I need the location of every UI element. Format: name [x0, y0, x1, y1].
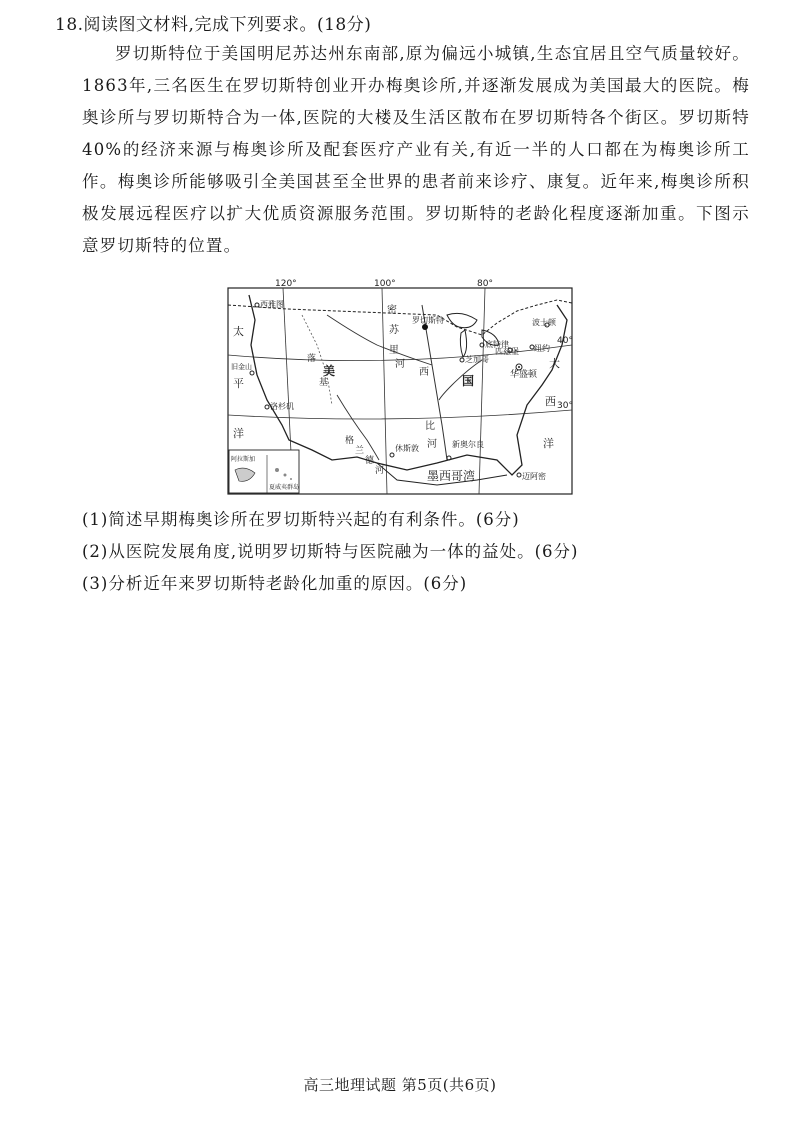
- sub-question-3: (3)分析近年来罗切斯特老龄化加重的原因。(6分): [82, 574, 468, 593]
- label-atlantic-1: 大: [549, 357, 560, 370]
- sub-question-1: (1)简述早期梅奥诊所在罗切斯特兴起的有利条件。(6分): [82, 510, 520, 529]
- label-missouri-2: 苏: [389, 325, 399, 336]
- inset-alaska: 阿拉斯加: [231, 456, 256, 463]
- city-la: 洛杉矶: [270, 402, 294, 411]
- rochester-location-map: [227, 275, 573, 495]
- inset-hawaii: 夏威夷群岛: [269, 484, 300, 491]
- label-atlantic-2: 西: [545, 395, 556, 408]
- hawaii-island: [290, 478, 292, 480]
- city-houston: 休斯敦: [395, 444, 419, 453]
- label-grande-4: 河: [375, 466, 385, 476]
- label-missouri-4: 河: [395, 359, 405, 370]
- label-pacific-3: 洋: [233, 427, 244, 440]
- gulf-label: 墨西哥湾: [427, 469, 476, 483]
- label-pacific-2: 平: [233, 377, 244, 390]
- label-pacific-1: 太: [233, 325, 244, 338]
- city-pittsburgh: 匹兹堡: [495, 347, 519, 356]
- city-sf: 旧金山: [231, 363, 252, 371]
- label-miss-2: 比: [425, 421, 435, 432]
- label-grande-1: 格: [345, 436, 355, 446]
- label-miss-3: 河: [427, 439, 437, 450]
- city-dot-washington-center: [518, 366, 520, 368]
- city-chicago: 芝加哥: [465, 355, 489, 364]
- label-grande-3: 德: [365, 456, 375, 466]
- lon-label-120: 120°: [275, 279, 297, 289]
- lon-label-100: 100°: [374, 279, 396, 289]
- label-atlantic-3: 洋: [543, 437, 554, 450]
- sub-question-2: (2)从医院发展角度,说明罗切斯特与医院融为一体的益处。(6分): [82, 542, 579, 561]
- city-detroit: 底特律: [485, 340, 509, 349]
- label-missouri-3: 里: [389, 345, 399, 356]
- label-usa-2: 国: [462, 374, 475, 388]
- city-rochester: 罗切斯特: [412, 316, 444, 325]
- label-miss-1: 西: [419, 367, 429, 378]
- label-rocky-1: 落: [307, 354, 317, 364]
- lon-label-80: 80°: [477, 279, 493, 289]
- label-usa-1: 美: [323, 364, 336, 378]
- lat-label-30: 30°: [557, 401, 573, 411]
- lat-label-40: 40°: [557, 336, 573, 346]
- city-miami: 迈阿密: [522, 472, 546, 481]
- question-title: 18.阅读图文材料,完成下列要求。(18分): [55, 15, 372, 35]
- label-grande-2: 兰: [355, 446, 365, 456]
- city-new-york: 纽约: [534, 344, 550, 353]
- city-boston: 波士顿: [532, 318, 556, 327]
- city-new-orleans: 新奥尔良: [452, 440, 484, 449]
- city-seattle: 西雅图: [260, 300, 284, 309]
- hawaii-island: [275, 468, 279, 472]
- label-rocky-2: 基: [319, 378, 329, 388]
- label-missouri-1: 密: [387, 305, 397, 316]
- city-washington: 华盛顿: [510, 370, 538, 380]
- material-paragraph: 罗切斯特位于美国明尼苏达州东南部,原为偏远小城镇,生态宜居且空气质量较好。1863年,三名医生在罗切斯特创业开办梅奥诊所,并逐渐发展成为美国最大的医院。梅奥诊所与罗切斯特合为一体,医院的大楼及生活区散布在罗切斯特各个街区。罗切斯特40%的经济来源与梅奥诊所及配套医疗产业有关,有近一半的人口都在为梅奥诊所工作。梅奥诊所能够吸引全美国甚至全世界的患者前来诊疗、康复。近年来,梅奥诊所积极发展远程医疗以扩大优质资源服务范围。罗切斯特的老龄化程度逐渐加重。下图示意罗切斯特的位置。: [82, 44, 750, 255]
- page-footer: 高三地理试题 第5页(共6页): [303, 1076, 497, 1094]
- hawaii-island: [284, 474, 287, 477]
